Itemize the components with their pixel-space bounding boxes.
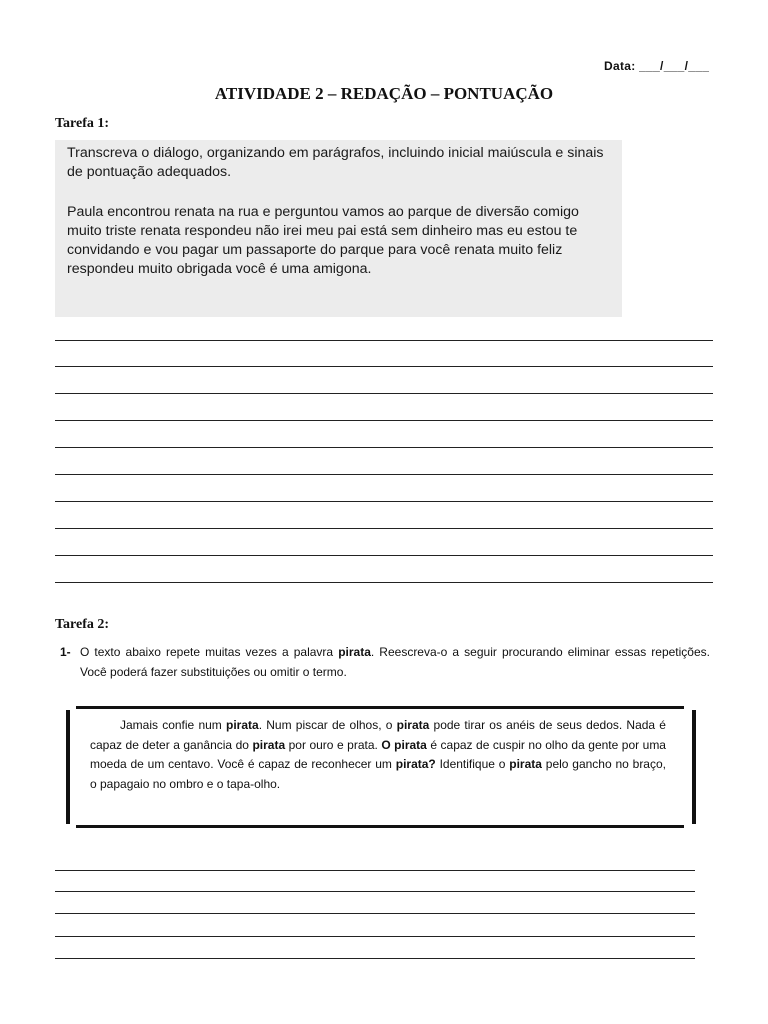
answer-line[interactable] — [55, 528, 713, 529]
keyword-pirata: pirata — [509, 757, 542, 771]
answer-line[interactable] — [55, 958, 695, 959]
task2-instruction — [60, 642, 710, 682]
keyword-pirata: pirata — [396, 718, 430, 732]
task1-label: Tarefa 1: — [55, 116, 110, 131]
answer-line[interactable] — [55, 582, 713, 583]
answer-line[interactable] — [55, 474, 713, 475]
answer-line[interactable] — [55, 340, 713, 341]
answer-line[interactable] — [55, 870, 695, 871]
keyword-pirata: O pirata — [381, 737, 427, 752]
answer-line[interactable] — [55, 393, 713, 394]
item-text: O texto abaixo repete muitas vezes a palavra pirata. Reescreva-o a seguir procurando eliminar essas repetições. Você poderá fazer substituições ou omitir o termo. — [80, 645, 710, 679]
pirata-passage-box — [66, 706, 696, 828]
page-title: ATIVIDADE 2 – REDAÇÃO – PONTUAÇÃO — [214, 84, 554, 103]
keyword-pirata: pirata — [252, 737, 286, 752]
frame-border-right — [692, 710, 696, 824]
task1-passage: Paula encontrou renata na rua e perguntou vamos ao parque de diversão comigo muito triste renata respondeu não irei meu pai está sem dinheiro mas eu estou te convidando e vou pagar um passaporte do parque para você renata muito feliz respondeu muito obrigada você é uma amigona. — [67, 204, 579, 277]
answer-line[interactable] — [55, 366, 713, 367]
task1-prompt-box — [55, 140, 622, 317]
keyword-pirata: pirata? — [395, 757, 436, 771]
task1-instruction: Transcreva o diálogo, organizando em parágrafos, incluindo inicial maiúscula e sinais de pontuação adequados. — [67, 145, 604, 180]
date-field: Data: ___/___/___ — [604, 59, 710, 73]
task2-label: Tarefa 2: — [55, 617, 110, 632]
answer-line[interactable] — [55, 447, 713, 448]
frame-border-top — [76, 706, 684, 709]
keyword-pirata: pirata — [226, 718, 259, 732]
answer-line[interactable] — [55, 501, 713, 502]
answer-line[interactable] — [55, 555, 713, 556]
frame-border-bottom — [76, 825, 684, 828]
answer-line[interactable] — [55, 891, 695, 892]
answer-line[interactable] — [55, 420, 713, 421]
answer-line[interactable] — [55, 913, 695, 914]
item-number: 1- — [60, 645, 71, 659]
pirata-passage: Jamais confie num pirata. Num piscar de olhos, o pirata pode tirar os anéis de seus dedos. Nada é capaz de deter a ganância do pirata por ouro e prata. O pirata é capaz de cuspir no olho da gente por uma moeda de um centavo. Você é capaz de reconhecer um pirata? Identifique o pirata pelo gancho no braço, o papagaio no ombro e o tapa-olho. — [90, 718, 666, 791]
answer-line[interactable] — [55, 936, 695, 937]
keyword-pirata: pirata — [338, 645, 371, 659]
frame-border-left — [66, 710, 70, 824]
